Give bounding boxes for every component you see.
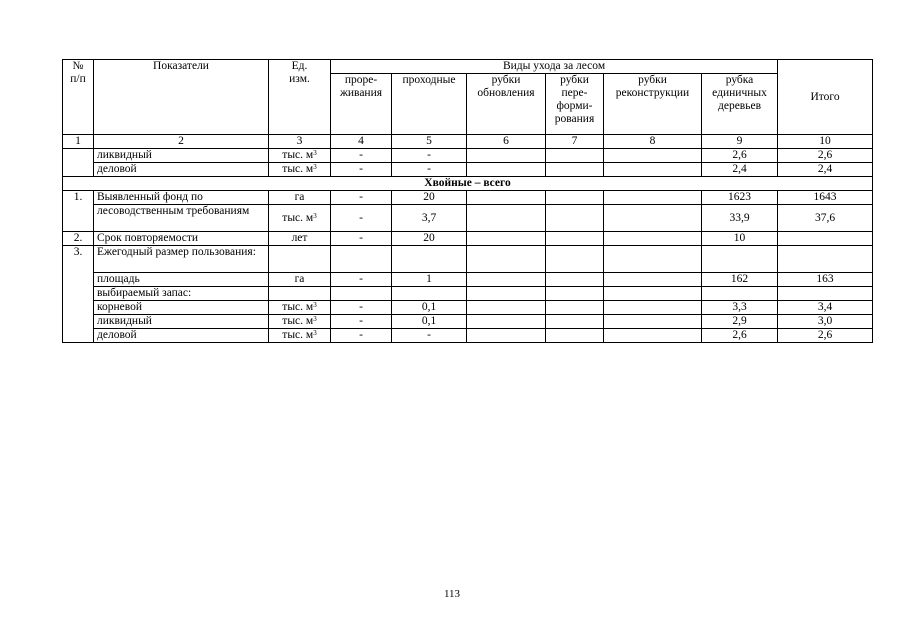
cell: 0,1 — [392, 301, 467, 315]
col-number: 7 — [546, 135, 604, 149]
cell: 2,9 — [702, 315, 778, 329]
cell — [604, 205, 702, 232]
table-row — [63, 329, 873, 343]
cell: - — [331, 191, 392, 205]
cell: 10 — [702, 232, 778, 246]
cell: 33,9 — [702, 205, 778, 232]
cell — [546, 232, 604, 246]
col-number: 8 — [604, 135, 702, 149]
cell: 3,4 — [778, 301, 873, 315]
row-num: 2. — [63, 232, 94, 246]
cell: - — [331, 232, 392, 246]
cell — [467, 246, 546, 273]
table-row — [63, 232, 873, 246]
row-name: деловой — [94, 163, 269, 177]
row-name: выбираемый запас: — [94, 287, 269, 301]
cell: - — [331, 149, 392, 163]
row-name: Срок повторяемости — [94, 232, 269, 246]
row-unit: тыс. $м^3$ — [269, 329, 331, 343]
cell — [702, 287, 778, 301]
cell — [467, 329, 546, 343]
section-title: Хвойные – всего — [63, 177, 873, 191]
row-unit: лет — [269, 232, 331, 246]
forest-care-table — [62, 59, 873, 343]
column-number-row — [63, 135, 873, 149]
cell: - — [392, 329, 467, 343]
cell: 20 — [392, 232, 467, 246]
section-row — [63, 177, 873, 191]
row-unit: тыс. $м^3$ — [269, 163, 331, 177]
row-name: корневой — [94, 301, 269, 315]
cell — [546, 273, 604, 287]
col-number: 5 — [392, 135, 467, 149]
row-name: Ежегодный размер пользования: — [94, 246, 269, 273]
page-number: 113 — [443, 588, 461, 600]
cell: 2,6 — [778, 329, 873, 343]
row-unit: тыс. $м^3$ — [269, 301, 331, 315]
col-number: 3 — [269, 135, 331, 149]
cell: - — [331, 301, 392, 315]
table-row — [63, 246, 873, 273]
cell — [604, 287, 702, 301]
cell — [546, 315, 604, 329]
table-row — [63, 315, 873, 329]
table-row — [63, 205, 873, 232]
row-unit: га — [269, 191, 331, 205]
row-unit: га — [269, 273, 331, 287]
cell: 1623 — [702, 191, 778, 205]
cell: - — [331, 315, 392, 329]
cell — [546, 246, 604, 273]
header-indicators: Показатели — [94, 60, 269, 135]
cell — [546, 301, 604, 315]
cell — [331, 246, 392, 273]
row-unit: тыс. $м^3$ — [269, 315, 331, 329]
cell — [604, 246, 702, 273]
col-number: 6 — [467, 135, 546, 149]
cell — [604, 315, 702, 329]
table-row — [63, 287, 873, 301]
cell: - — [331, 163, 392, 177]
header-total: Итого — [778, 60, 873, 135]
cell — [604, 163, 702, 177]
cell — [778, 232, 873, 246]
cell: 162 — [702, 273, 778, 287]
cell — [467, 163, 546, 177]
cell — [546, 329, 604, 343]
cell — [269, 246, 331, 273]
cell — [604, 329, 702, 343]
col-number: 9 — [702, 135, 778, 149]
cell: 2,6 — [778, 149, 873, 163]
cell — [392, 287, 467, 301]
col-number: 10 — [778, 135, 873, 149]
cell: 1643 — [778, 191, 873, 205]
header-col-9: рубка единичных деревьев — [702, 74, 778, 135]
header-col-4: проре- живания — [331, 74, 392, 135]
row-name: ликвидный — [94, 315, 269, 329]
row-num: 3. — [63, 246, 94, 343]
cell — [604, 273, 702, 287]
header-unit: Ед. изм. — [269, 60, 331, 135]
table-row — [63, 191, 873, 205]
cell: 2,4 — [702, 163, 778, 177]
cell — [467, 301, 546, 315]
cell: - — [392, 149, 467, 163]
cell — [546, 205, 604, 232]
cell: 3,7 — [392, 205, 467, 232]
header-group: Виды ухода за лесом — [331, 60, 778, 74]
row-name: лесоводственным требованиям — [94, 205, 269, 232]
row-unit: тыс. $м^3$ — [269, 205, 331, 232]
cell: - — [331, 329, 392, 343]
cell — [467, 287, 546, 301]
cell — [604, 232, 702, 246]
cell — [467, 149, 546, 163]
cell — [604, 149, 702, 163]
header-col-7: рубки пере- форми- рования — [546, 74, 604, 135]
row-unit: тыс. $м^3$ — [269, 149, 331, 163]
cell — [546, 163, 604, 177]
empty-cell — [63, 149, 94, 177]
cell: 1 — [392, 273, 467, 287]
cell — [467, 205, 546, 232]
cell — [702, 246, 778, 273]
cell — [269, 287, 331, 301]
header-num: № п/п — [63, 60, 94, 135]
row-num: 1. — [63, 191, 94, 232]
row-name: Выявленный фонд по — [94, 191, 269, 205]
cell — [546, 149, 604, 163]
cell: 3,3 — [702, 301, 778, 315]
row-name: деловой — [94, 329, 269, 343]
cell — [467, 232, 546, 246]
header-col-8: рубки реконструкции — [604, 74, 702, 135]
header-row-1 — [63, 60, 873, 74]
cell — [778, 246, 873, 273]
row-name: площадь — [94, 273, 269, 287]
cell — [604, 191, 702, 205]
cell — [604, 301, 702, 315]
col-number: 4 — [331, 135, 392, 149]
cell: 0,1 — [392, 315, 467, 329]
cell: - — [392, 163, 467, 177]
table-row — [63, 273, 873, 287]
cell: 3,0 — [778, 315, 873, 329]
cell — [467, 191, 546, 205]
cell — [467, 315, 546, 329]
cell: 2,6 — [702, 329, 778, 343]
table-row — [63, 149, 873, 163]
cell: 37,6 — [778, 205, 873, 232]
cell — [392, 246, 467, 273]
cell: 20 — [392, 191, 467, 205]
table-row — [63, 301, 873, 315]
col-number: 1 — [63, 135, 94, 149]
cell: 2,6 — [702, 149, 778, 163]
header-col-6: рубки обновления — [467, 74, 546, 135]
row-name: ликвидный — [94, 149, 269, 163]
cell: - — [331, 205, 392, 232]
cell — [546, 191, 604, 205]
table-row — [63, 163, 873, 177]
cell — [778, 287, 873, 301]
cell — [467, 273, 546, 287]
cell — [331, 287, 392, 301]
cell: 2,4 — [778, 163, 873, 177]
cell: - — [331, 273, 392, 287]
cell — [546, 287, 604, 301]
col-number: 2 — [94, 135, 269, 149]
cell: 163 — [778, 273, 873, 287]
header-col-5: проходные — [392, 74, 467, 135]
